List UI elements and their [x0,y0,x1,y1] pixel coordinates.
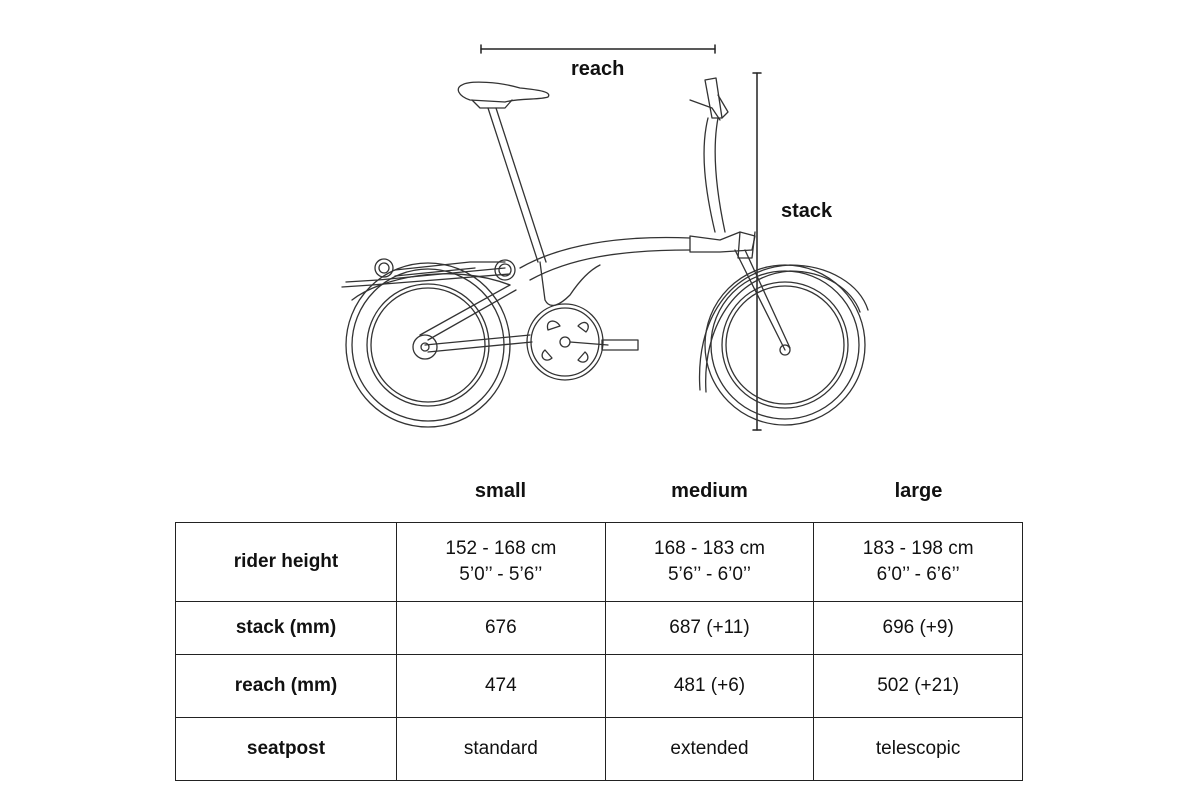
table-cell: 481 (+6) [605,655,814,718]
table-cell: standard [397,718,606,781]
table-cell: 696 (+9) [814,602,1023,655]
geometry-table [175,522,1023,781]
row-label-seatpost: seatpost [176,718,397,781]
row-label-reach: reach (mm) [176,655,397,718]
chainring [527,304,638,380]
cell-line: 183 - 198 cm [862,538,974,559]
reach-dimension-line [481,45,715,53]
cell-line: 5’0’’ - 5’6’’ [459,564,543,585]
table-cell [397,523,606,602]
front-wheel [705,265,865,425]
table-cell: 474 [397,655,606,718]
table-cell [814,523,1023,602]
table-row [176,523,1023,602]
table-cell: telescopic [814,718,1023,781]
stack-label: stack [781,200,833,222]
table-cell: 676 [397,602,606,655]
table-row [176,718,1023,781]
cell-line: 168 - 183 cm [654,538,765,559]
table-cell: 502 (+21) [814,655,1023,718]
table-cell: 687 (+11) [605,602,814,655]
reach-label: reach [571,58,625,80]
size-header-small: small [474,480,527,502]
cell-line: 5’6’’ - 6’0’’ [667,564,752,585]
rear-rack [342,259,515,300]
row-label-rider-height: rider height [176,523,397,602]
table-row [176,655,1023,718]
cell-line: 6’0’’ - 6’6’’ [876,564,960,585]
saddle-and-seatpost [458,82,548,262]
table-cell [605,523,814,602]
size-header-large: large [894,480,943,502]
stack-dimension-line [753,73,761,430]
row-label-stack: stack (mm) [176,602,397,655]
fork-and-handlebar [690,78,790,350]
cell-line: 152 - 168 cm [445,538,557,559]
table-cell: extended [605,718,814,781]
size-header-medium: medium [671,480,748,502]
table-row [176,602,1023,655]
